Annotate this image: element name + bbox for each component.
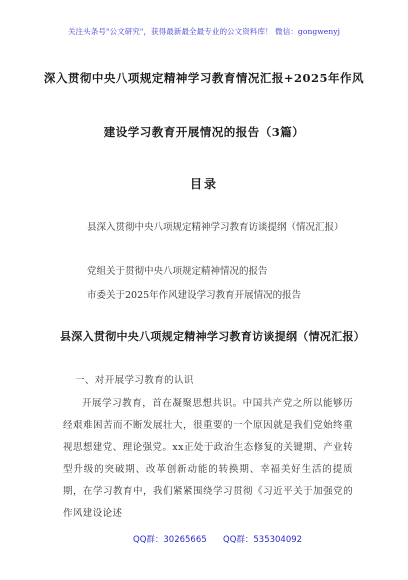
section-subheading: 一、对开展学习教育的认识 [75, 375, 194, 386]
toc-item: 县深入贯彻中央八项规定精神学习教育访谈提纲（情况汇报） [87, 222, 344, 233]
section-title: 县深入贯彻中央八项规定精神学习教育访谈提纲（情况汇报） [60, 330, 366, 343]
document-title-line-2: 建设学习教育开展情况的报告（3篇） [103, 125, 305, 139]
document-title-line-1: 深入贯彻中央八项规定精神学习教育情况汇报+2025年作风 [43, 71, 365, 85]
footer-qq-group-1: QQ群：30265665 [133, 535, 207, 545]
toc-item: 市委关于2025年作风建设学习教育开展情况的报告 [87, 290, 302, 301]
toc-item: 党组关于贯彻中央八项规定精神情况的报告 [87, 266, 268, 277]
footer-qq-group-2: QQ群：535304092 [223, 535, 303, 545]
body-paragraph: 开展学习教育，首在凝聚思想共识。中国共产党之所以能够历经艰难困苦而不断发展壮大，很重要的一个原因就是我们党始终重视思想建党、理论强党。xx正处于政治生态修复的关键期、产业转型升级的突破期、改革创新动能的转换期、幸福美好生活的提质期，在学习教育中，我们紧紧围绕学习贯彻《习近平关于加强党的作风建设论述 [63, 398, 353, 519]
header-note: 关注头条号"公文研究"，获得最新最全最专业的公文资料库！ 微信：gongwenyj [67, 27, 341, 36]
toc-heading: 目录 [189, 177, 218, 191]
